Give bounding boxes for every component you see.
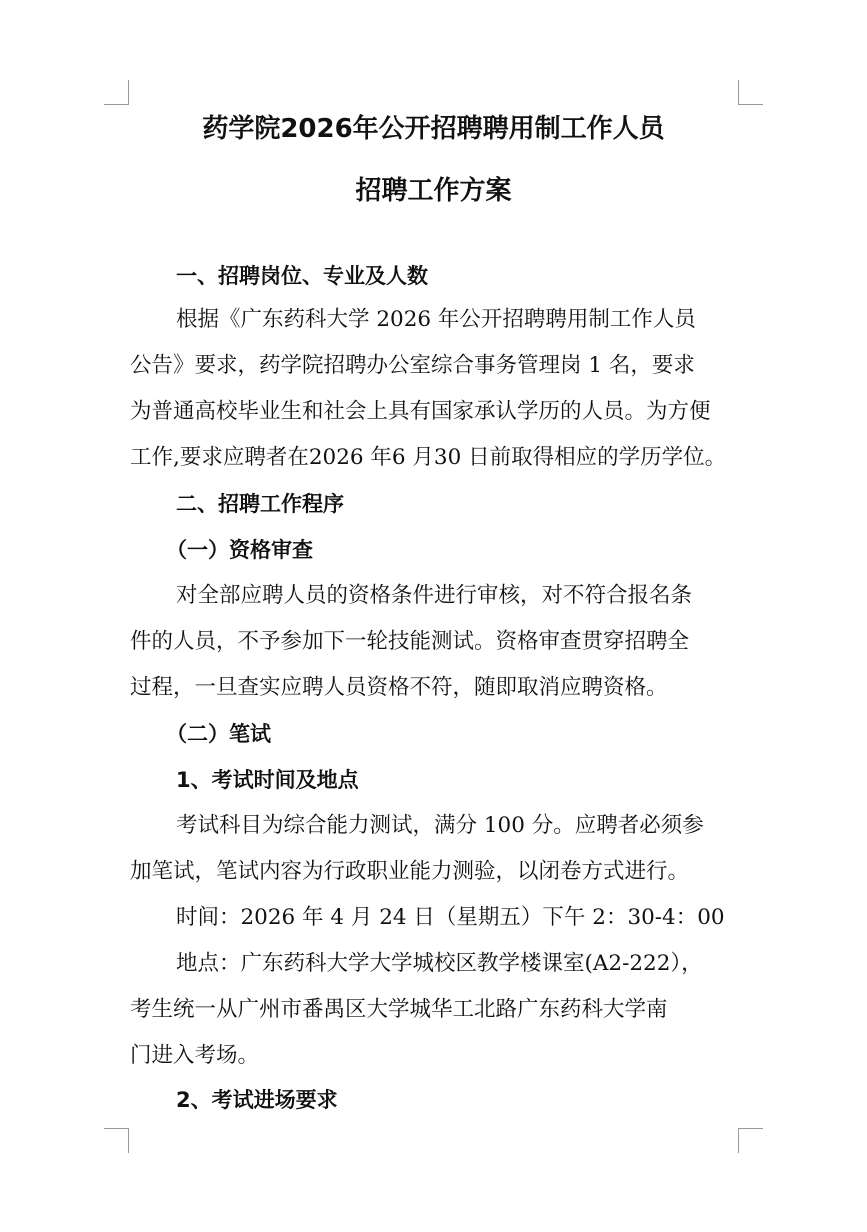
section-heading-2: 二、招聘工作程序 xyxy=(176,492,344,516)
paragraph-line: 根据《广东药科大学 2026 年公开招聘聘用制工作人员 xyxy=(176,307,696,332)
paragraph-line: 为普通高校毕业生和社会上具有国家承认学历的人员。为方便 xyxy=(130,399,711,424)
item-heading-2: 2、考试进场要求 xyxy=(176,1088,338,1112)
paragraph-line: 考生统一从广州市番禺区大学城华工北路广东药科大学南 xyxy=(130,997,668,1022)
exam-time-line: 时间：2026 年 4 月 24 日（星期五）下午 2：30-4：00 xyxy=(176,905,725,930)
crop-mark-top-left xyxy=(104,80,129,105)
subsection-heading-2: （二）笔试 xyxy=(166,722,271,746)
paragraph-line: 工作,要求应聘者在2026 年6 月30 日前取得相应的学历学位。 xyxy=(130,445,727,470)
section-heading-1: 一、招聘岗位、专业及人数 xyxy=(176,264,428,288)
item-heading-1: 1、考试时间及地点 xyxy=(176,768,359,792)
paragraph-line: 公告》要求，药学院招聘办公室综合事务管理岗 1 名，要求 xyxy=(130,353,695,378)
document-title-line-1: 药学院2026年公开招聘聘用制工作人员 xyxy=(202,114,665,144)
paragraph-line: 件的人员，不予参加下一轮技能测试。资格审查贯穿招聘全 xyxy=(130,629,690,654)
crop-mark-bottom-right xyxy=(738,1128,763,1153)
subsection-heading-1: （一）资格审查 xyxy=(166,538,313,562)
paragraph-line: 门进入考场。 xyxy=(130,1043,260,1068)
document-title-line-2: 招聘工作方案 xyxy=(355,176,512,206)
crop-mark-top-right xyxy=(738,80,763,105)
paragraph-line: 过程，一旦查实应聘人员资格不符，随即取消应聘资格。 xyxy=(130,675,668,700)
paragraph-line: 考试科目为综合能力测试，满分 100 分。应聘者必须参 xyxy=(176,813,704,838)
crop-mark-bottom-left xyxy=(104,1128,129,1153)
paragraph-line: 对全部应聘人员的资格条件进行审核，对不符合报名条 xyxy=(176,583,693,608)
paragraph-line: 加笔试，笔试内容为行政职业能力测验，以闭卷方式进行。 xyxy=(130,859,690,884)
exam-location-line: 地点：广东药科大学大学城校区教学楼课室(A2-222）， xyxy=(176,951,703,976)
